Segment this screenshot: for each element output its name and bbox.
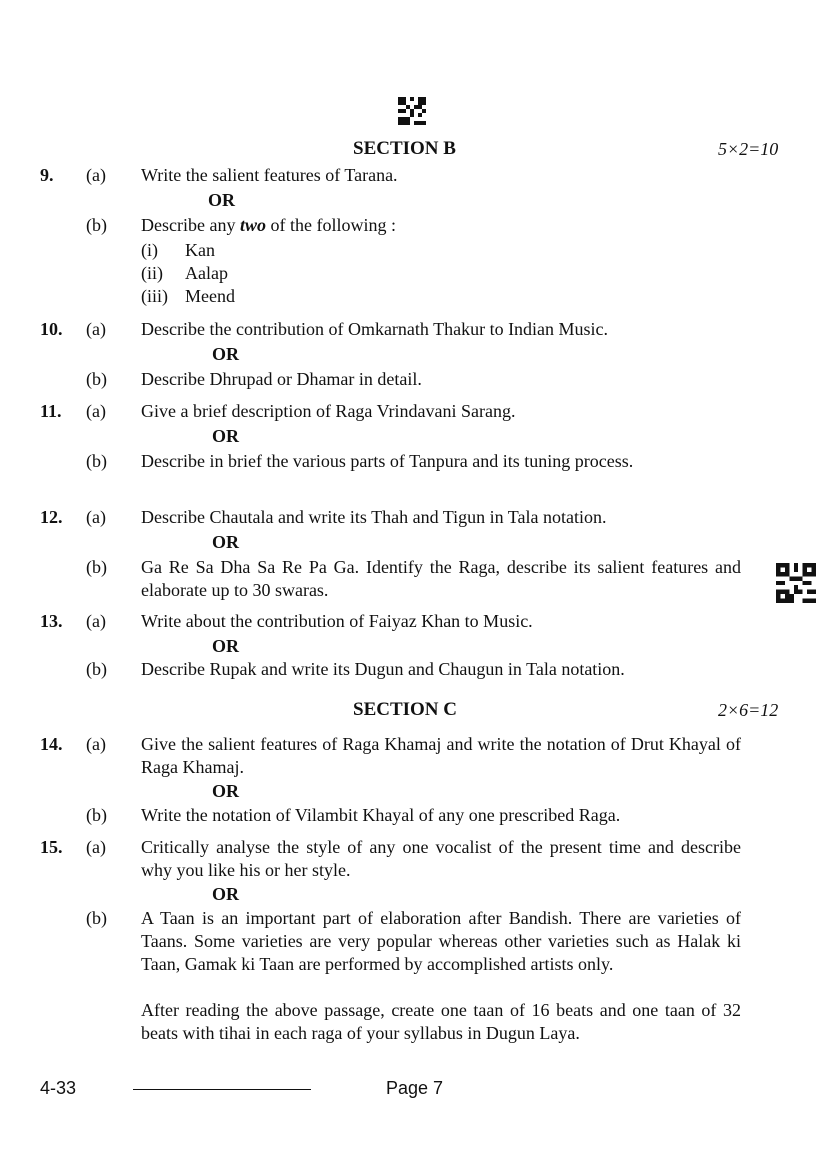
list-item: Meend <box>185 286 235 306</box>
list-item-number: (iii) <box>141 286 168 306</box>
qr-code-icon <box>398 97 426 125</box>
question-text-b: Describe in brief the various parts of Tanpura and its tuning process. <box>141 451 634 471</box>
question-text-a: Give the salient features of Raga Khamaj and write the notation of Drut Khayal of Raga Khamaj. <box>141 734 741 777</box>
section-b-title: SECTION B <box>353 138 456 159</box>
question-text-a: Write about the contribution of Faiyaz Khan to Music. <box>141 611 533 631</box>
paper-code: 4-33 <box>40 1078 77 1098</box>
question-number: 13. <box>40 611 63 631</box>
emphasis-text: two <box>239 215 266 235</box>
or-label: OR <box>212 781 239 801</box>
question-text-b: A Taan is an important part of elaboration after Bandish. There are varieties of Taans. Some varieties are very popular whereas other varieties such as Halak ki Taan, Gamak ki Taan are performed by accomplished artists only. <box>141 908 741 974</box>
list-item-number: (ii) <box>141 263 163 283</box>
question-text-a: Write the salient features of Tarana. <box>141 165 398 185</box>
part-label-a: (a) <box>86 837 106 857</box>
part-label-a: (a) <box>86 507 106 527</box>
or-label: OR <box>212 426 239 446</box>
part-label-a: (a) <box>86 401 106 421</box>
part-label-a: (a) <box>86 165 106 185</box>
list-item-number: (i) <box>141 240 158 260</box>
part-label-a: (a) <box>86 734 106 754</box>
question-text-a: Critically analyse the style of any one vocalist of the present time and describe why you like his or her style. <box>141 837 741 880</box>
question-number: 10. <box>40 319 63 339</box>
part-label-b: (b) <box>86 557 107 577</box>
part-label-a: (a) <box>86 611 106 631</box>
page-number: Page 7 <box>386 1078 444 1098</box>
question-text-b: Ga Re Sa Dha Sa Re Pa Ga. Identify the Raga, describe its salient features and elaborate up to 30 swaras. <box>141 557 741 600</box>
part-label-b: (b) <box>86 659 107 679</box>
text-segment: of the following : <box>265 215 396 235</box>
part-label-b: (b) <box>86 215 107 235</box>
or-label: OR <box>212 636 239 656</box>
question-number: 11. <box>40 401 62 421</box>
question-text-a: Describe the contribution of Omkarnath Thakur to Indian Music. <box>141 319 609 339</box>
text-segment: Describe any <box>141 215 240 235</box>
or-label: OR <box>212 884 239 904</box>
section-c-marks: 2×6=12 <box>718 700 779 720</box>
part-label-b: (b) <box>86 908 107 928</box>
question-number: 14. <box>40 734 63 754</box>
footer-divider <box>133 1089 311 1090</box>
question-text-b: Describe Rupak and write its Dugun and Chaugun in Tala notation. <box>141 659 625 679</box>
question-text-b-continued: After reading the above passage, create one taan of 16 beats and one taan of 32 beats with tihai in each raga of your syllabus in Dugun Laya. <box>141 1000 741 1043</box>
qr-code-icon <box>776 563 816 603</box>
question-number: 9. <box>40 165 54 185</box>
or-label: OR <box>208 190 235 210</box>
list-item: Kan <box>185 240 215 260</box>
part-label-b: (b) <box>86 369 107 389</box>
question-text-a: Describe Chautala and write its Thah and Tigun in Tala notation. <box>141 507 607 527</box>
part-label-b: (b) <box>86 805 107 825</box>
part-label-a: (a) <box>86 319 106 339</box>
question-text-b: Describe Dhrupad or Dhamar in detail. <box>141 369 422 389</box>
question-number: 12. <box>40 507 63 527</box>
question-number: 15. <box>40 837 63 857</box>
question-text-b: Write the notation of Vilambit Khayal of any one prescribed Raga. <box>141 805 621 825</box>
list-item: Aalap <box>185 263 228 283</box>
question-text-a: Give a brief description of Raga Vrindavani Sarang. <box>141 401 516 421</box>
or-label: OR <box>212 344 239 364</box>
or-label: OR <box>212 532 239 552</box>
question-text-b <box>141 214 741 237</box>
part-label-b: (b) <box>86 451 107 471</box>
section-c-title: SECTION C <box>353 699 457 720</box>
section-b-marks: 5×2=10 <box>718 139 779 159</box>
